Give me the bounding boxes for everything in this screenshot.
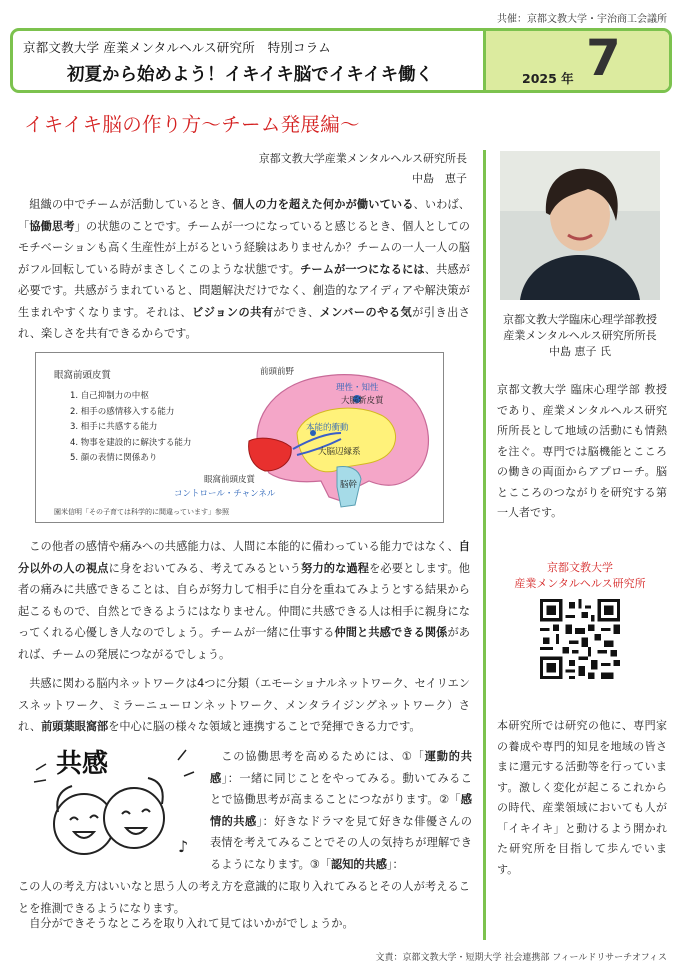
author-block xyxy=(259,149,467,189)
ofc-list-title: 眼窩前頭皮質 xyxy=(54,370,112,381)
body-segment: 」の状態のことです。チームが一つになっていると感じるとき、個人としてのモチベーションも高く生産性が上がるという経験はありませんか？チームの一人一人の脳がフル回転している時がまさしくこのような状態です。 xyxy=(18,219,470,276)
column-divider xyxy=(483,150,486,940)
institute-about: 本研究所では研究の他に、専門家の養成や専門的知見を地域の皆さまに還元する活動等を行っています。激しく変化が起こるこれからの時代、産業領域においても人が「イキイキ」と動けるよう開かれた研究所を目指して歩んでいます。 xyxy=(497,719,667,876)
ofc-function-item: 3. 相手に共感する能力 xyxy=(70,422,158,432)
caption-line: 京都文教大学臨床心理学部教授 xyxy=(503,313,657,326)
empathy-illustration xyxy=(28,742,200,866)
body-segment: 、共感が必要です。共感がうまれていると、問題解決だけでなく、創造的なアイディアや解決策が生まれやすくなります。それは、 xyxy=(18,262,470,319)
emphasis-text: 認知的共感 xyxy=(331,857,387,871)
paragraph-3 xyxy=(18,673,470,738)
label-limbic: 大脳辺縁系 xyxy=(318,447,361,457)
author-affiliation: 京都文教大学産業メンタルヘルス研究所長 xyxy=(258,152,467,165)
caption-line: 中島 恵子 氏 xyxy=(549,345,611,358)
body-segment: 共感に関わる脳内ネットワークは4つに分類（エモーショナルネットワーク、セイリエンスネットワーク、ミラーニューロンネットワーク、メンタライジングネットワーク）され、 xyxy=(18,677,470,733)
body-segment: ができ、 xyxy=(273,305,320,319)
label-control: コントロール・チャンネル xyxy=(174,489,276,499)
paragraph-6: 自分ができそうなところを取り入れて見てはいかがでしょうか。 xyxy=(29,917,354,930)
paragraph-4 xyxy=(210,746,472,875)
body-segment: 」：一緒に同じことをやってみる。動いてみることで協働思考が高まることにつながります。②「 xyxy=(210,771,472,806)
org-line: 京都文教大学 産業メンタルヘルス研究所 特別コラム xyxy=(23,40,331,55)
paragraph-1 xyxy=(18,194,470,345)
author-bio: 京都文教大学 臨床心理学部 教授であり、産業メンタルヘルス研究所所長として地域の活動にも情熱を注ぐ。専門では脳機能とこころの働きの両面からアプローチ。脳とこころのつながりを研究する第一人者です。 xyxy=(497,383,667,519)
body-segment: 組織の中でチームが活動しているとき、 xyxy=(29,198,233,211)
ofc-function-item: 5. 顔の表情に関係あり xyxy=(70,453,158,463)
emphasis-text: 自分以外の人の視点 xyxy=(18,540,470,575)
body-segment: が引き出され、楽しさを共有できるからです。 xyxy=(18,305,470,340)
column-title: 初夏から始めよう！イキイキ脳でイキイキ働く xyxy=(67,65,434,85)
ofc-function-list xyxy=(70,389,191,467)
article-title: イキイキ脳の作り方～チーム発展編～ xyxy=(24,113,360,136)
label-neocortex: 大脳新皮質 xyxy=(341,396,384,406)
body-segment: この他者の感情や痛みへの共感能力は、人間に本能的に備わっている能力ではなく、 xyxy=(29,540,459,553)
body-segment: 、いわば、「 xyxy=(18,198,470,233)
photo-caption xyxy=(494,312,666,360)
ofc-function-item: 4. 物事を建設的に解決する能力 xyxy=(70,437,192,448)
emphasis-text: チームが一つになるには xyxy=(300,262,425,276)
institute-line: 産業メンタルヘルス研究所 xyxy=(514,577,646,590)
author-photo xyxy=(500,151,660,300)
caption-line: 産業メンタルヘルス研究所所長 xyxy=(503,329,657,342)
emphasis-text: 感情的共感 xyxy=(210,793,472,828)
issue-number: 7 xyxy=(586,29,621,87)
qr-code[interactable] xyxy=(540,599,620,679)
body-segment: 」： xyxy=(386,857,404,871)
body-segment: を必要とします。他者の痛みに共感できることは、自らが努力して相手に自分を重ねてみようとする結果から起こるもので、自然とできるようにはなりません。仲間に共感できる人は相手に親身になってくれる心優しき人なのでしょう。チームが一緒に仕事する xyxy=(18,561,470,639)
ofc-function-item: 2. 相手の感情移入する能力 xyxy=(70,406,175,417)
emphasis-text: ビジョンの共有 xyxy=(192,305,274,319)
author-name: 中島 恵子 xyxy=(412,172,467,185)
body-segment: 」：好きなドラマを見て好きな俳優さんの表情を考えてみることでその人の気持ちが理解できるようになります。③「 xyxy=(210,814,472,871)
institute-line: 京都文教大学 xyxy=(547,561,613,574)
label-instinct: 本能的衝動 xyxy=(306,423,349,433)
emphasis-text: 仲間と共感できる関係 xyxy=(334,626,448,639)
body-segment: に身をおいてみる、考えてみるという xyxy=(108,561,302,575)
paragraph-2 xyxy=(18,536,470,665)
label-frontal: 前頭前野 xyxy=(260,367,295,377)
body-segment: があれば、チームの発展につながるでしょう。 xyxy=(18,626,470,661)
column-header xyxy=(10,28,672,93)
body-segment: を中心に脳の様々な領域と連携することで発揮できる力です。 xyxy=(108,720,421,733)
empathy-text: 共感 xyxy=(56,749,109,779)
sponsor-line: 共催：京都文教大学・宇治商工会議所 xyxy=(497,14,667,25)
svg-text:♪: ♪ xyxy=(178,837,189,856)
body-segment: この協働思考を高めるためには、①「 xyxy=(221,750,425,763)
paragraph-5: この人の考え方はいいなと思う人の考え方を意識的に取り入れてみるとその人が考えることを推測できるようになります。 xyxy=(18,880,470,915)
emphasis-text: 運動的共感 xyxy=(210,750,472,785)
emphasis-text: 協働思考 xyxy=(29,219,75,233)
diagram-caption: 園米信明「その子育ては科学的に間違っています」参照 xyxy=(54,508,229,516)
issue-year: 2025 年 xyxy=(522,71,574,86)
label-ofc: 眼窩前頭皮質 xyxy=(204,475,256,485)
brain-diagram xyxy=(35,352,444,523)
emphasis-text: 努力的な過程 xyxy=(301,561,370,575)
emphasis-text: メンバーのやる気 xyxy=(319,305,413,319)
ofc-function-item: 1. 自己抑制力の中枢 xyxy=(70,391,149,401)
emphasis-text: 個人の力を超えた何かが働いている xyxy=(232,198,414,211)
emphasis-text: 前頭葉眼窩部 xyxy=(41,720,109,733)
label-brainstem: 脳幹 xyxy=(340,480,358,490)
footer-credit: 文責：京都文教大学・短期大学 社会連携部 フィールドリサーチオフィス xyxy=(375,953,667,963)
label-reason: 理性・知性 xyxy=(336,383,379,393)
issue-panel xyxy=(483,31,669,90)
institute-name xyxy=(494,560,666,592)
